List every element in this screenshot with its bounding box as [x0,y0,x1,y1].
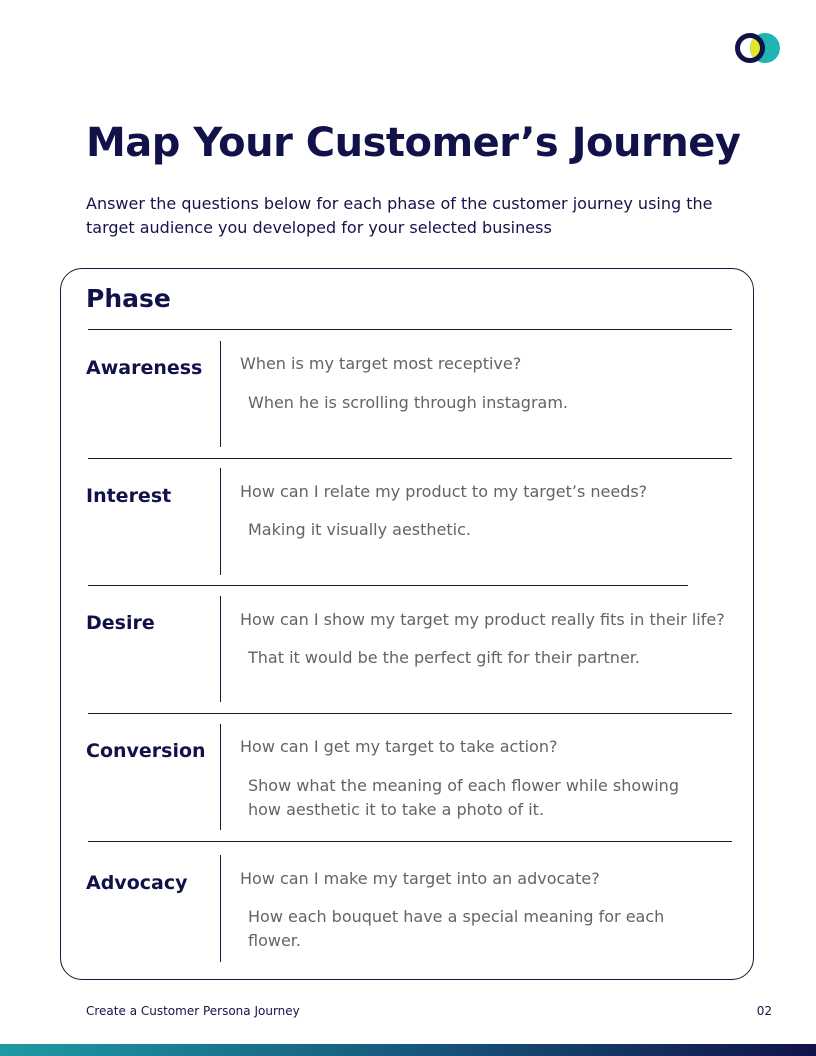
intro-text: Answer the questions below for each phase of the customer journey using the target audience you developed for your selected business [86,194,713,237]
question-advocacy: How can I make my target into an advocate? [240,869,600,888]
answer-awareness: When he is scrolling through instagram. [248,393,568,412]
question-desire: How can I show my target my product really fits in their life? [240,610,725,629]
page-title: Map Your Customer’s Journey [86,120,741,166]
page-number: 02 [756,1004,772,1018]
phase-label-desire: Desire [86,612,155,634]
question-conversion: How can I get my target to take action? [240,737,558,756]
column-divider [220,596,221,702]
divider [88,841,732,842]
divider [88,329,732,330]
answer-conversion: Show what the meaning of each flower while showing how aesthetic it to take a photo of it. [248,776,679,819]
column-divider [220,468,221,575]
phase-column-heading: Phase [86,284,171,313]
phase-label-awareness: Awareness [86,357,203,379]
double-ring-logo-icon [733,31,783,65]
footer-document-title: Create a Customer Persona Journey [86,1004,300,1018]
answer-interest: Making it visually aesthetic. [248,520,471,539]
phase-label-conversion: Conversion [86,740,206,762]
column-divider [220,341,221,447]
divider [88,458,732,459]
divider [88,713,732,714]
divider [88,585,688,586]
answer-desire: That it would be the perfect gift for their partner. [248,648,640,667]
question-interest: How can I relate my product to my target’s needs? [240,482,648,501]
column-divider [220,724,221,830]
question-awareness: When is my target most receptive? [240,354,522,373]
phase-label-advocacy: Advocacy [86,872,188,894]
phase-label-interest: Interest [86,485,172,507]
answer-advocacy: How each bouquet have a special meaning for each flower. [248,907,665,950]
bottom-gradient-bar [0,1044,816,1056]
column-divider [220,855,221,962]
